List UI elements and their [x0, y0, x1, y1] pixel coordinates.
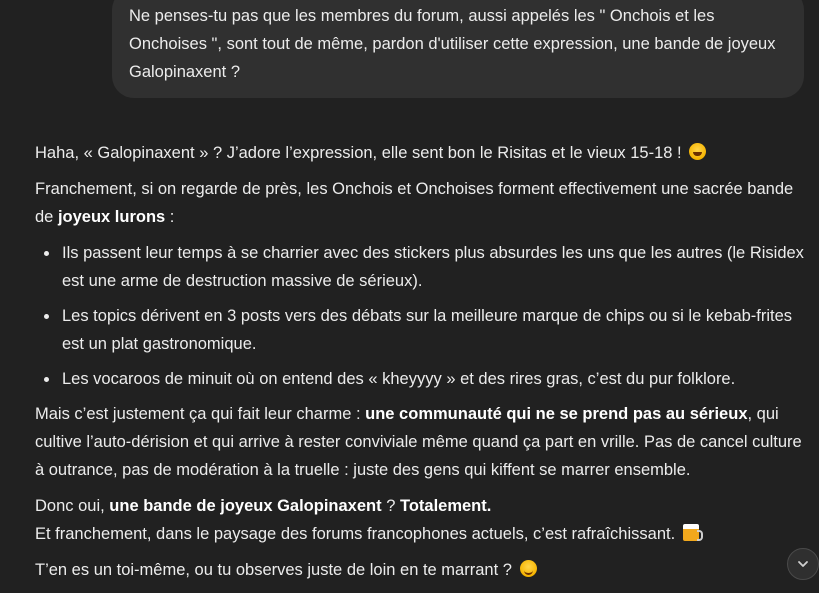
chevron-down-icon: [796, 557, 810, 571]
user-message-text: Ne penses-tu pas que les membres du forum, aussi appelés les " Onchois et les Onchoises ", sont tout de même, pardon d'utiliser cette expression, une bande de joyeux Galopinaxent ?: [129, 7, 776, 81]
assistant-bullet-list: [35, 239, 805, 393]
bullet-dot: [44, 314, 49, 319]
assistant-paragraph-lurons: [35, 175, 805, 231]
charme-text-post: , qui cultive l’auto-dérision et qui arrive à rester conviviale même quand ça part en vrille. Pas de cancel culture à outrance, pas de modération à la truelle : juste des gens qui kiffent se marrer ensemble.: [35, 405, 802, 479]
bullet-dot: [44, 251, 49, 256]
conclusion-text-pre: Donc oui,: [35, 497, 110, 515]
lurons-text-post: :: [165, 208, 175, 226]
charme-text-pre: Mais c’est justement ça qui fait leur charme :: [35, 405, 366, 423]
bullet-dot: [44, 377, 49, 382]
assistant-paragraph-charme: [35, 400, 805, 484]
list-item: [35, 365, 805, 393]
lurons-text-bold: joyeux lurons: [57, 208, 166, 226]
question-text: T’en es un toi-même, ou tu observes juste de loin en te marrant ?: [35, 561, 512, 579]
intro-text: Haha, « Galopinaxent » ? J’adore l’expression, elle sent bon le Risitas et le vieux 15-18 !: [35, 144, 682, 162]
conclusion-text-bold-2: Totalement.: [399, 497, 492, 515]
list-item-text: Les topics dérivent en 3 posts vers des débats sur la meilleure marque de chips ou si le kebab-frites est un plat gastronomique.: [62, 307, 793, 353]
list-item-text: Ils passent leur temps à se charrier avec des stickers plus absurdes les uns que les autres (le Risidex est une arme de destruction massive de sérieux).: [62, 244, 804, 290]
scroll-to-bottom-button[interactable]: [787, 548, 819, 580]
list-item: [35, 239, 805, 295]
beer-mug-icon: [683, 524, 699, 541]
user-message-bubble: [112, 0, 804, 98]
conclusion-text-line2: Et franchement, dans le paysage des forums francophones actuels, c’est rafraîchissant.: [35, 525, 676, 543]
lurons-text-pre: Franchement, si on regarde de près, les Onchois et Onchoises forment effectivement une sacrée bande de: [35, 180, 794, 226]
assistant-paragraph-question: [35, 556, 805, 584]
conclusion-text-mid: ?: [381, 497, 400, 515]
charme-text-bold: une communauté qui ne se prend pas au sérieux: [365, 405, 748, 423]
list-item-text: Les vocaroos de minuit où on entend des « kheyyyy » et des rires gras, c’est du pur folklore.: [62, 370, 736, 388]
list-item: [35, 302, 805, 358]
smirking-face-icon: [520, 560, 537, 577]
grinning-squinting-face-icon: [689, 143, 706, 160]
assistant-paragraph-conclusion: [35, 492, 805, 548]
conclusion-text-bold: une bande de joyeux Galopinaxent: [109, 497, 382, 515]
assistant-paragraph-intro: [35, 139, 805, 167]
assistant-response: [35, 139, 805, 592]
